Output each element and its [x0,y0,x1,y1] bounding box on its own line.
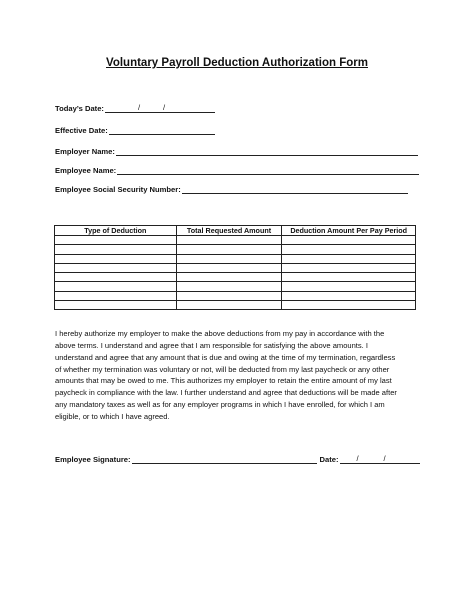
date-separator: / [383,454,386,463]
employer-name-input[interactable] [116,147,418,156]
date-separator: / [162,103,166,112]
employee-signature-label: Employee Signature: [55,455,131,464]
form-title: Voluntary Payroll Deduction Authorization Form [106,57,368,69]
employee-signature-input[interactable] [132,455,317,464]
table-cell[interactable] [55,236,177,245]
employee-name-row [55,166,419,175]
table-cell[interactable] [282,301,416,310]
date-separator: / [356,454,359,463]
table-cell[interactable] [176,236,282,245]
table-cell[interactable] [176,254,282,263]
authorization-text-line: any mandatory taxes as well as for any employer programs in which I have enrolled, for which I am [55,400,385,410]
column-header-total: Total Requested Amount [176,226,282,236]
table-cell[interactable] [176,273,282,282]
authorization-text-line: amounts that may be owed to me. This authorizes my employer to retain the entire amount of my last [55,376,392,386]
column-header-per-period: Deduction Amount Per Pay Period [282,226,416,236]
employee-name-input[interactable] [117,166,419,175]
employee-name-label: Employee Name: [55,166,117,175]
table-cell[interactable] [55,254,177,263]
authorization-text-line: understand and agree that any amount that is due and owing at the time of my termination, regardless [55,352,396,362]
employer-name-label: Employer Name: [55,147,115,156]
date-separator: / [137,103,141,112]
table-row [55,236,416,245]
table-cell[interactable] [176,291,282,300]
signature-date-input[interactable] [340,455,420,464]
table-row [55,254,416,263]
table-cell[interactable] [176,263,282,272]
table-cell[interactable] [55,273,177,282]
signature-date-label: Date: [319,455,339,464]
table-cell[interactable] [282,291,416,300]
column-header-type: Type of Deduction [55,226,177,236]
table-cell[interactable] [282,245,416,254]
authorization-text [55,328,425,423]
table-cell[interactable] [55,282,177,291]
table-cell[interactable] [282,236,416,245]
table-row [55,301,416,310]
table-cell[interactable] [282,282,416,291]
table-row [55,282,416,291]
table-row [55,245,416,254]
table-cell[interactable] [282,263,416,272]
effective-date-row [55,126,215,135]
ssn-row [55,185,408,194]
ssn-input[interactable] [182,185,408,194]
table-header-row [55,226,416,236]
table-cell[interactable] [176,282,282,291]
todays-date-label: Today’s Date: [55,104,104,113]
ssn-label: Employee Social Security Number: [55,185,181,194]
table-row [55,273,416,282]
todays-date-row [55,104,215,113]
todays-date-input[interactable] [105,104,215,113]
authorization-text-line: above terms. I understand and agree that I am responsible for satisfying the above amounts. I [55,340,368,350]
authorization-text-line: eligible, or to which I have agreed. [55,411,170,421]
signature-row [55,455,420,464]
table-cell[interactable] [176,245,282,254]
table-cell[interactable] [55,291,177,300]
table-cell[interactable] [55,245,177,254]
authorization-text-line: I hereby authorize my employer to make the above deductions from my pay in accordance with the [55,329,385,338]
authorization-text-line: of whether my termination was voluntary or not, will be deducted from my last paycheck or any other [55,364,390,374]
table-cell[interactable] [282,273,416,282]
deduction-table [54,225,416,310]
employer-name-row [55,147,418,156]
table-row [55,263,416,272]
effective-date-input[interactable] [109,126,215,135]
table-cell[interactable] [55,301,177,310]
table-cell[interactable] [282,254,416,263]
table-cell[interactable] [55,263,177,272]
table-row [55,291,416,300]
effective-date-label: Effective Date: [55,126,108,135]
table-cell[interactable] [176,301,282,310]
authorization-text-line: paycheck in compliance with the law. I further understand and agree that deductions will be made after [55,388,397,398]
